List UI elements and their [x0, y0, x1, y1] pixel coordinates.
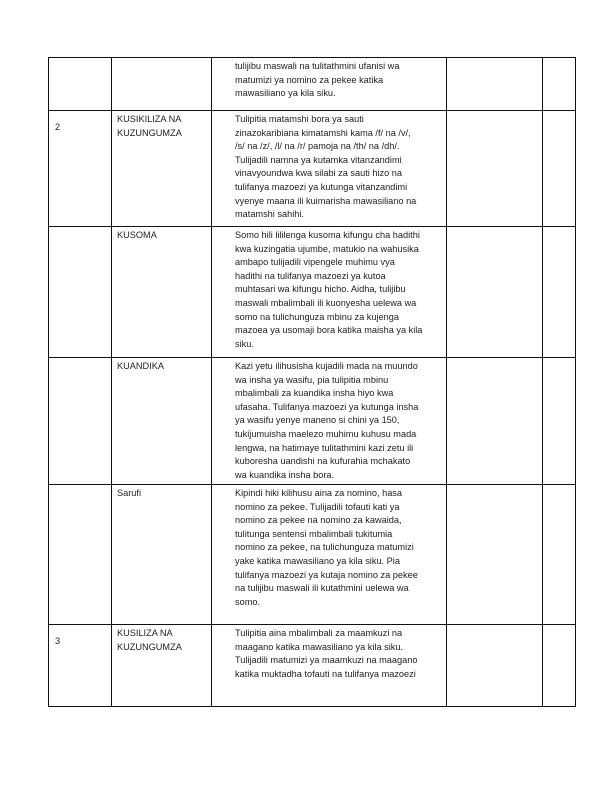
content-line: maswali mbalimbali ili kuonyesha uelewa wa [235, 297, 417, 308]
week-number-cell [49, 227, 112, 358]
table-row [49, 625, 576, 707]
content-line: kwa kuzingatia ujumbe, matukio na wahusika [235, 243, 419, 254]
week-number-cell [49, 358, 112, 485]
content-line: mawasiliano ya kila siku. [235, 88, 336, 99]
content-line: Tulipitia aina mbalimbali za maamkuzi na [235, 628, 403, 638]
content-line: tulitunga sentensi mbalimbali tukitumia [235, 528, 393, 539]
content-line: ya wasifu yenye maneno si chini ya 150, [235, 415, 400, 426]
topic-line: Sarufi [117, 488, 142, 498]
content-cell [212, 358, 447, 485]
content-line: mazoea ya usomaji bora katika maisha ya kila [235, 325, 423, 336]
content-line: na tulijibu maswali ili kutathmini uelewa wa [235, 583, 409, 594]
empty-cell [543, 227, 576, 358]
content-line: wa kuandika insha bora. [235, 469, 335, 480]
table-row [49, 358, 576, 485]
content-line: hadithi na tulifanya mazoezi ya kutoa [235, 270, 386, 281]
empty-cell [447, 58, 543, 111]
content-cell [212, 111, 447, 227]
content-line: yake katika mawasiliano ya kila siku. Pia [235, 555, 400, 566]
content-line: siku. [235, 338, 254, 349]
week-number-cell [49, 111, 112, 227]
lesson-table-body [49, 58, 576, 707]
week-number-cell [49, 485, 112, 625]
content-line: mbalimbali za kuandika insha hiyo kwa [235, 388, 394, 399]
content-line: Tulijadili matumizi ya maamkuzi na maagano [235, 655, 418, 666]
content-line: kuboresha uandishi na kufurahia mchakato [235, 456, 411, 467]
content-line: Tulipitia matamshi bora ya sauti [235, 114, 364, 124]
topic-line: KUZUNGUMZA [117, 641, 182, 652]
empty-cell [543, 625, 576, 707]
empty-cell [543, 358, 576, 485]
content-line: Tulijadili namna ya kutamka vitanzandimi [235, 154, 402, 165]
content-line: tukijumuisha maelezo muhimu kuhusu mada [235, 428, 417, 439]
content-cell [212, 227, 447, 358]
table-row [49, 485, 576, 625]
content-line: maagano katika mawasiliano ya kila siku. [235, 641, 404, 652]
content-line: /s/ na /z/, /l/ na /r/ pamoja na /th/ na /dh/. [235, 141, 400, 152]
content-line: ufasaha. Tulifanya mazoezi ya kutunga insha [235, 401, 419, 412]
content-line: muhtasari wa kifungu hicho. Aidha, tulijibu [235, 284, 406, 295]
content-line: vyenye maana ili kuimarisha mawasiliano na [235, 195, 417, 206]
content-line: tulifanya mazoezi ya kutaja nomino za pekee [235, 569, 418, 580]
content-line: Somo hili lililenga kusoma kifungu cha hadithi [235, 230, 420, 240]
content-line: nomino za pekee. Tulijadili tofauti kati ya [235, 501, 400, 512]
content-cell [212, 485, 447, 625]
empty-cell [447, 625, 543, 707]
week-number-cell [49, 58, 112, 111]
content-line: tulifanya mazoezi ya kutunga vitanzandimi [235, 181, 408, 192]
topic-line: KUANDIKA [117, 361, 164, 371]
empty-cell [447, 227, 543, 358]
week-number: 3 [55, 636, 61, 646]
table-row [49, 227, 576, 358]
content-line: lengwa, na hatimaye tulitathmini kazi zetu ili [235, 442, 414, 453]
topic-cell [112, 58, 212, 111]
topic-cell [112, 625, 212, 707]
table-row [49, 58, 576, 111]
topic-cell [112, 485, 212, 625]
content-line: Kipindi hiki kilihusu aina za nomino, hasa [235, 488, 403, 498]
content-line: matamshi sahihi. [235, 209, 304, 220]
content-line: nomino za pekee, na tulichunguza matumizi [235, 542, 414, 553]
content-line: matumizi ya nomino za pekee katika [235, 74, 384, 85]
lesson-table [48, 57, 576, 707]
topic-line: KUSOMA [117, 230, 157, 240]
week-number: 2 [55, 122, 61, 132]
topic-line: KUSIKILIZA NA [117, 114, 182, 124]
week-number-cell [49, 625, 112, 707]
empty-cell [543, 58, 576, 111]
content-line: wa insha ya wasifu, pia tulipitia mbinu [235, 374, 389, 385]
empty-cell [543, 485, 576, 625]
content-cell [212, 625, 447, 707]
empty-cell [543, 111, 576, 227]
content-line: vinavyoundwa kwa silabi za sauti hizo na [235, 168, 402, 179]
content-line: somo. [235, 596, 261, 607]
topic-line: KUSILIZA NA [117, 628, 173, 638]
content-line: katika muktadha tofauti na tulifanya mazoezi [235, 668, 416, 679]
empty-cell [447, 111, 543, 227]
content-line: zinazokaribiana kimatamshi kama /f/ na /v/, [235, 127, 411, 138]
content-cell [212, 58, 447, 111]
topic-line: KUZUNGUMZA [117, 127, 182, 138]
table-row [49, 111, 576, 227]
empty-cell [447, 358, 543, 485]
topic-cell [112, 227, 212, 358]
content-line: nomino za pekee na nomino za kawaida, [235, 515, 402, 526]
topic-cell [112, 358, 212, 485]
topic-cell [112, 111, 212, 227]
content-line: somo na tulichunguza mbinu za kujenga [235, 311, 399, 322]
empty-cell [447, 485, 543, 625]
content-line: Kazi yetu ilihusisha kujadili mada na muundo [235, 361, 418, 371]
content-line: ambapo tulijadili vipengele muhimu vya [235, 257, 395, 268]
content-line: tulijibu maswali na tulitathmini ufanisi wa [235, 61, 400, 71]
